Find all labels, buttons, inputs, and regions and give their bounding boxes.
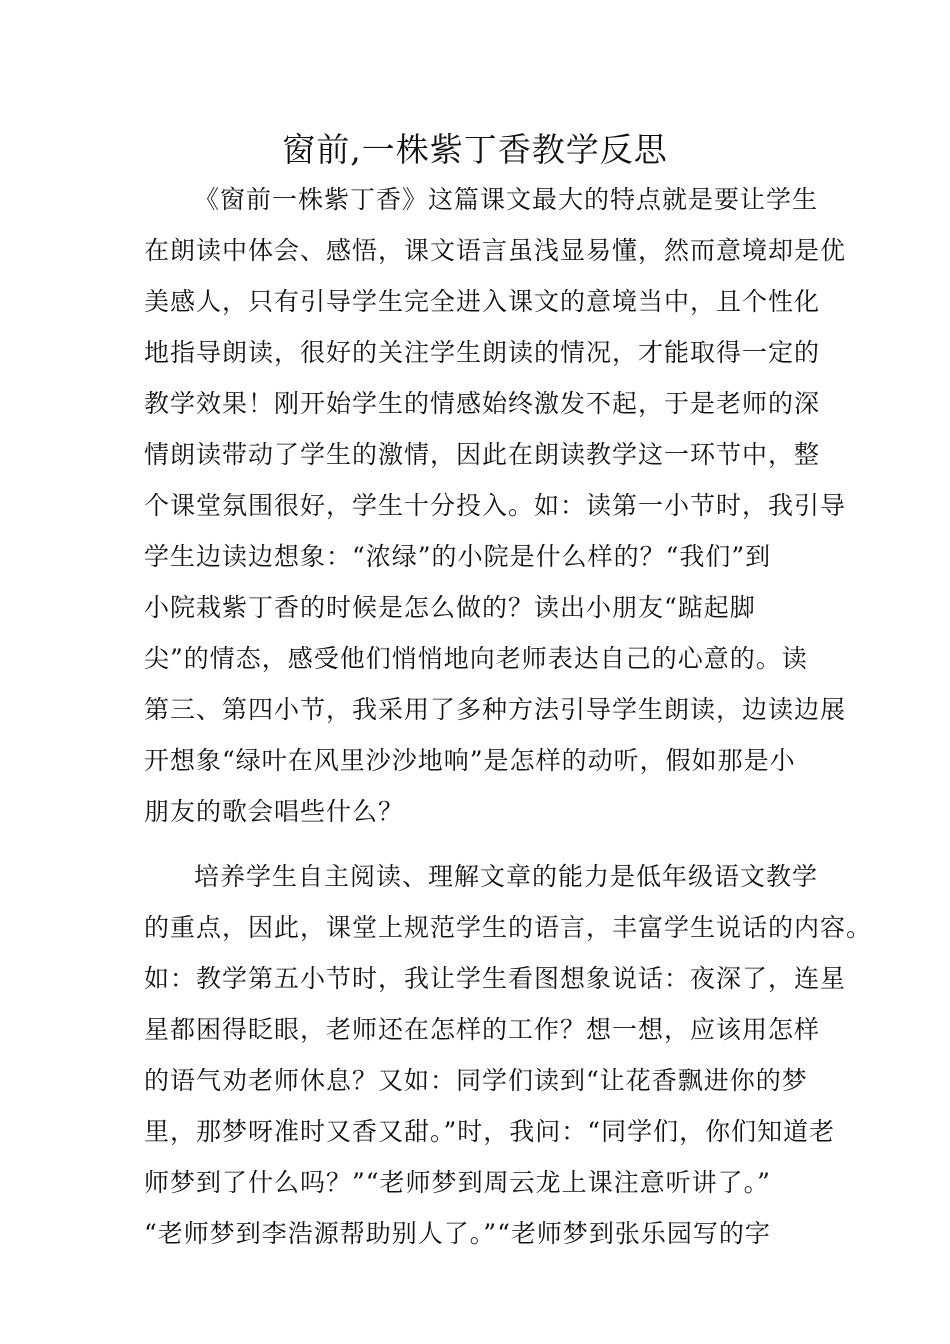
paragraph-1-line-1: 《窗前一株紫丁香》这篇课文最大的特点就是要让学生 bbox=[194, 185, 819, 214]
paragraph-1-line-4: 地指导朗读，很好的关注学生朗读的情况，才能取得一定的 bbox=[144, 338, 821, 367]
paragraph-2-line-6: 里，那梦呀准时又香又甜。”时，我问：“同学们，你们知道老 bbox=[144, 1117, 836, 1146]
paragraph-1-line-12: 开想象“绿叶在风里沙沙地响”是怎样的动听，假如那是小 bbox=[144, 746, 796, 775]
paragraph-1-line-8: 学生边读边想象：“浓绿”的小院是什么样的？“我们”到 bbox=[144, 542, 772, 571]
paragraph-1-line-2: 在朗读中体会、感悟，课文语言虽浅显易懂，然而意境却是优 bbox=[144, 236, 847, 265]
paragraph-2-line-5: 的语气劝老师休息？又如：同学们读到“让花香飘进你的梦 bbox=[144, 1066, 808, 1095]
paragraph-2-line-2: 的重点，因此，课堂上规范学生的语言，丰富学生说话的内容。 bbox=[144, 913, 873, 942]
paragraph-1-line-5: 教学效果！刚开始学生的情感始终激发不起，于是老师的深 bbox=[144, 389, 821, 418]
paragraph-2-line-3: 如：教学第五小节时，我让学生看图想象说话：夜深了，连星 bbox=[144, 964, 847, 993]
paragraph-1-line-9: 小院栽紫丁香的时候是怎么做的？读出小朋友“踮起脚 bbox=[144, 593, 756, 622]
paragraph-1-line-7: 个课堂氛围很好，学生十分投入。如：读第一小节时，我引导 bbox=[144, 491, 847, 520]
document-body bbox=[144, 174, 873, 1259]
paragraph-2-line-7: 师梦到了什么吗？”“老师梦到周云龙上课注意听讲了。” bbox=[144, 1168, 771, 1197]
document-title: 窗前,一株紫丁香教学反思 bbox=[282, 130, 668, 169]
paragraph-1-line-10: 尖”的情态，感受他们悄悄地向老师表达自己的心意的。读 bbox=[144, 644, 808, 673]
paragraph-1-line-3: 美感人，只有引导学生完全进入课文的意境当中，且个性化 bbox=[144, 287, 821, 316]
paragraph-1-line-6: 情朗读带动了学生的激情，因此在朗读教学这一环节中，整 bbox=[144, 440, 821, 469]
paragraph-1-line-13: 朋友的歌会唱些什么？ bbox=[144, 797, 405, 826]
paragraph-1-line-11: 第三、第四小节，我采用了多种方法引导学生朗读，边读边展 bbox=[144, 695, 847, 724]
paragraph-2-line-8: “老师梦到李浩源帮助别人了。”“老师梦到张乐园写的字 bbox=[144, 1219, 771, 1248]
paragraph-2-line-1: 培养学生自主阅读、理解文章的能力是低年级语文教学 bbox=[194, 862, 819, 891]
paragraph-gap bbox=[144, 837, 824, 851]
paragraph-2-line-4: 星都困得眨眼，老师还在怎样的工作？想一想，应该用怎样 bbox=[144, 1015, 821, 1044]
